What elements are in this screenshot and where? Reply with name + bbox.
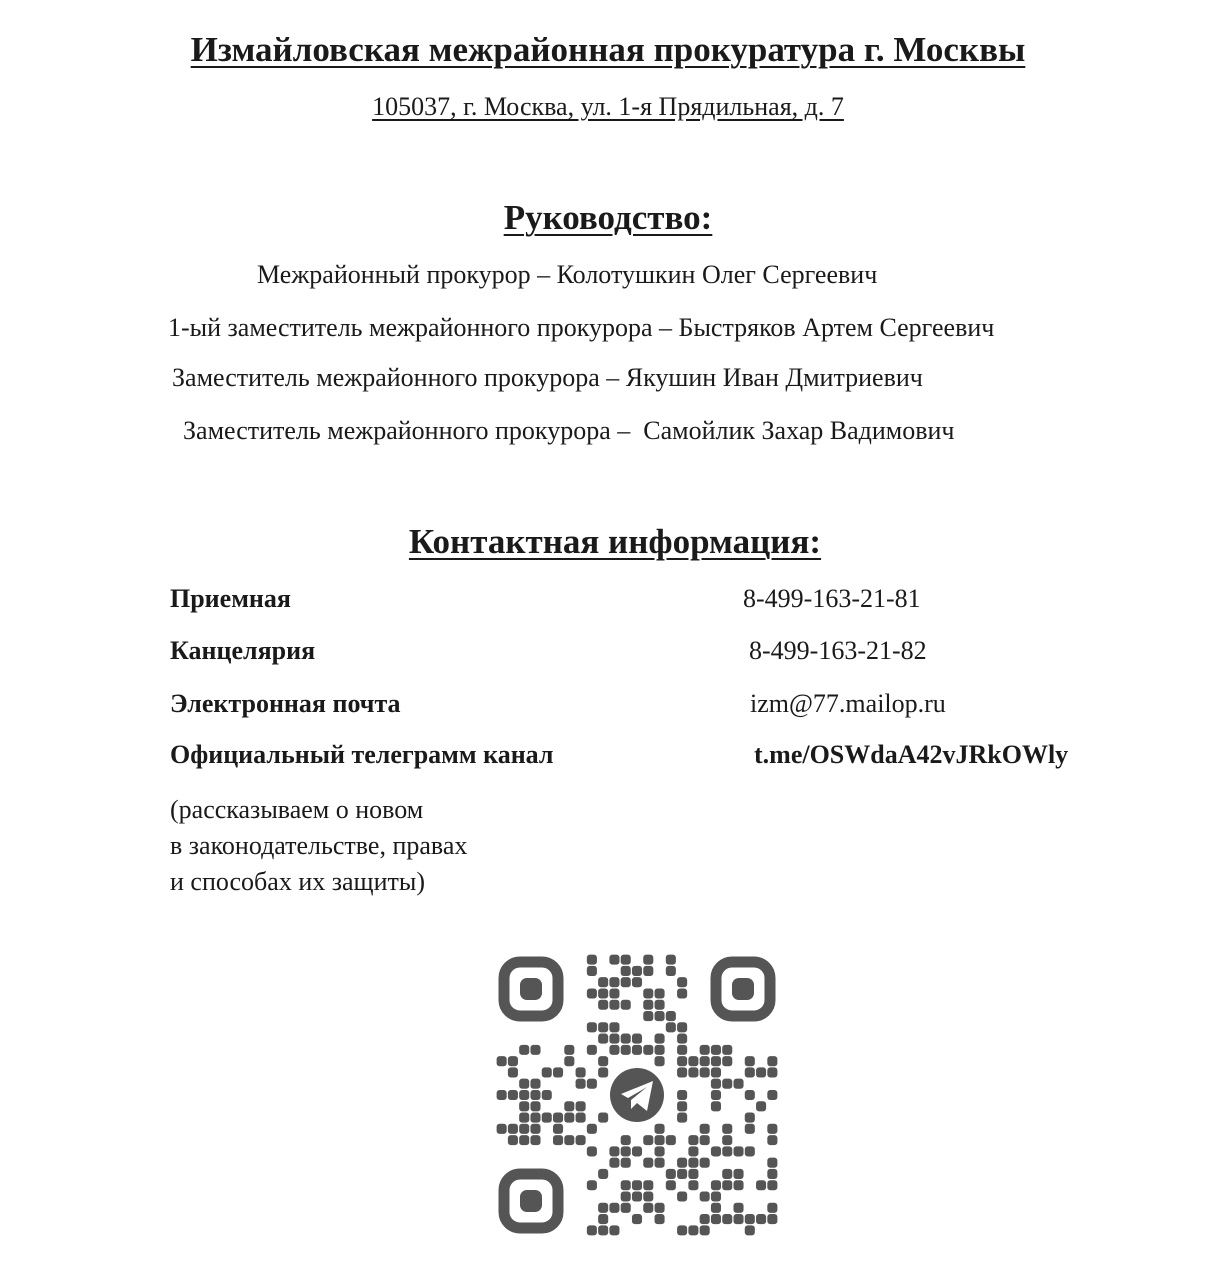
qr-module [655, 1124, 665, 1134]
qr-module [564, 1056, 574, 1066]
qr-module [621, 955, 631, 965]
qr-module [688, 1067, 698, 1077]
qr-module [733, 1079, 743, 1089]
qr-module [598, 1169, 608, 1179]
qr-module [621, 1203, 631, 1213]
qr-module [576, 1079, 586, 1089]
qr-module [767, 1056, 777, 1066]
qr-module [621, 1135, 631, 1145]
qr-module [621, 1158, 631, 1168]
qr-module [700, 1191, 710, 1201]
qr-module [733, 1214, 743, 1224]
qr-module [542, 1090, 552, 1100]
qr-module [576, 1067, 586, 1077]
qr-module [643, 1045, 653, 1055]
qr-module [643, 1000, 653, 1010]
leader-name: Якушин Иван Дмитриевич [625, 363, 923, 392]
qr-module [632, 1214, 642, 1224]
qr-module [598, 977, 608, 987]
contact-label: Электронная почта [170, 689, 401, 718]
qr-module [666, 955, 676, 965]
leader-row: Заместитель межрайонного прокурора – Самойлик Захар Вадимович [183, 416, 955, 445]
qr-module [688, 1056, 698, 1066]
qr-module [677, 1045, 687, 1055]
qr-module [677, 1101, 687, 1111]
qr-module [542, 1113, 552, 1123]
qr-module [688, 1169, 698, 1179]
qr-module [711, 1191, 721, 1201]
qr-module [700, 1124, 710, 1134]
leader-position: 1-ый заместитель межрайонного прокурора [168, 313, 653, 342]
qr-module [598, 1034, 608, 1044]
qr-module [700, 1067, 710, 1077]
qr-module [711, 1079, 721, 1089]
qr-module [587, 1225, 597, 1235]
qr-module [643, 1203, 653, 1213]
qr-module [587, 966, 597, 976]
qr-module [688, 1180, 698, 1190]
qr-module [677, 1067, 687, 1077]
qr-module [733, 1180, 743, 1190]
qr-module [767, 1214, 777, 1224]
qr-module [700, 1214, 710, 1224]
contact-label: Приемная [170, 584, 291, 613]
telegram-note [170, 792, 570, 900]
qr-module [722, 1180, 732, 1190]
qr-module [677, 1169, 687, 1179]
qr-module [621, 977, 631, 987]
leader-name: Колотушкин Олег Сергеевич [556, 260, 878, 289]
note-line: и способах их защиты) [170, 867, 425, 896]
qr-module [655, 1146, 665, 1156]
qr-module [722, 1124, 732, 1134]
qr-module [677, 1056, 687, 1066]
qr-module [621, 1034, 631, 1044]
qr-module [621, 1000, 631, 1010]
qr-module [643, 1158, 653, 1168]
contact-label: Официальный телеграмм канал [170, 740, 554, 769]
qr-module [598, 1203, 608, 1213]
qr-module [553, 1067, 563, 1077]
qr-module [745, 1146, 755, 1156]
qr-module [598, 1022, 608, 1032]
qr-module [609, 1146, 619, 1156]
qr-module [767, 1203, 777, 1213]
qr-module [553, 1135, 563, 1145]
qr-module [722, 1146, 732, 1156]
qr-module [722, 1214, 732, 1224]
qr-module [497, 1090, 507, 1100]
qr-module [767, 1169, 777, 1179]
qr-module [542, 1067, 552, 1077]
qr-module [553, 1124, 563, 1134]
qr-module [655, 1011, 665, 1021]
qr-module [519, 1090, 529, 1100]
qr-module [632, 1146, 642, 1156]
qr-module [621, 1045, 631, 1055]
qr-module [643, 1180, 653, 1190]
qr-module [598, 1214, 608, 1224]
qr-module [609, 1203, 619, 1213]
qr-module [508, 1135, 518, 1145]
qr-module [756, 1180, 766, 1190]
qr-module [497, 1124, 507, 1134]
qr-module [666, 1011, 676, 1021]
telegram-link[interactable]: t.me/OSWdaA42vJRkOWly [754, 740, 1069, 769]
qr-module [677, 1158, 687, 1168]
page-title: Измайловская межрайонная прокуратура г. Москвы [190, 30, 1026, 69]
contacts-heading: Контактная информация: [408, 522, 822, 561]
qr-module [508, 1056, 518, 1066]
qr-module [756, 1214, 766, 1224]
contact-value: 8-499-163-21-82 [749, 636, 927, 665]
qr-module [553, 1113, 563, 1123]
qr-module [530, 1045, 540, 1055]
leader-position: Заместитель межрайонного прокурора [172, 363, 600, 392]
qr-module [587, 1079, 597, 1089]
qr-module [519, 1045, 529, 1055]
qr-module [711, 1101, 721, 1111]
qr-module [733, 1146, 743, 1156]
qr-module [609, 1034, 619, 1044]
qr-module [677, 977, 687, 987]
qr-module [722, 1169, 732, 1179]
qr-module [643, 966, 653, 976]
qr-module [711, 1067, 721, 1077]
qr-module [767, 1158, 777, 1168]
qr-module [711, 1214, 721, 1224]
qr-module [655, 988, 665, 998]
qr-module [564, 1045, 574, 1055]
qr-module [722, 1056, 732, 1066]
qr-module [700, 1225, 710, 1235]
qr-module [666, 1169, 676, 1179]
qr-module [745, 1090, 755, 1100]
qr-module [632, 1045, 642, 1055]
qr-module [711, 1203, 721, 1213]
qr-module [700, 1158, 710, 1168]
qr-module [564, 1135, 574, 1145]
qr-module [745, 1067, 755, 1077]
qr-module [609, 977, 619, 987]
qr-module [609, 1158, 619, 1168]
qr-module [655, 1158, 665, 1168]
qr-module [587, 955, 597, 965]
leader-name: Самойлик Захар Вадимович [643, 416, 955, 445]
qr-module [621, 1180, 631, 1190]
qr-module [745, 1113, 755, 1123]
qr-module [508, 1124, 518, 1134]
contact-value: 8-499-163-21-81 [743, 584, 921, 613]
qr-module [609, 988, 619, 998]
leader-row: Заместитель межрайонного прокурора – Якушин Иван Дмитриевич [172, 363, 923, 392]
qr-module [677, 1022, 687, 1032]
qr-module [733, 1169, 743, 1179]
qr-module [609, 1045, 619, 1055]
qr-module [530, 1090, 540, 1100]
qr-module [598, 1000, 608, 1010]
qr-module [655, 1135, 665, 1145]
qr-module [609, 1225, 619, 1235]
note-line: в законодательстве, правах [170, 831, 468, 860]
qr-module [643, 1191, 653, 1201]
qr-module [711, 1146, 721, 1156]
leader-row: 1-ый заместитель межрайонного прокурора – Быстряков Артем Сергеевич [168, 313, 995, 342]
qr-module [587, 1180, 597, 1190]
qr-module [598, 988, 608, 998]
qr-module [722, 1045, 732, 1055]
contact-label: Канцелярия [170, 636, 316, 665]
leader-position: Межрайонный прокурор [257, 260, 531, 289]
qr-module [733, 1203, 743, 1213]
qr-module [632, 1180, 642, 1190]
qr-module [666, 1180, 676, 1190]
leadership-heading: Руководство: [503, 198, 713, 237]
qr-module [508, 1067, 518, 1077]
qr-module [722, 1079, 732, 1089]
qr-module [767, 1067, 777, 1077]
qr-module [609, 1022, 619, 1032]
telegram-icon [603, 1061, 671, 1129]
qr-module [632, 1034, 642, 1044]
qr-module [564, 1113, 574, 1123]
qr-module [643, 1135, 653, 1145]
qr-module [745, 1225, 755, 1235]
qr-module [609, 955, 619, 965]
qr-module [598, 1067, 608, 1077]
qr-module [655, 1214, 665, 1224]
qr-module [530, 1079, 540, 1089]
qr-module [576, 1113, 586, 1123]
qr-module [655, 1203, 665, 1213]
qr-module [530, 1135, 540, 1145]
qr-module [767, 1090, 777, 1100]
qr-module [530, 1124, 540, 1134]
qr-module [530, 1113, 540, 1123]
leader-name: Быстряков Артем Сергеевич [678, 313, 995, 342]
qr-module [767, 1180, 777, 1190]
qr-module [745, 1214, 755, 1224]
qr-module [655, 1000, 665, 1010]
qr-module [655, 1034, 665, 1044]
qr-module [632, 1191, 642, 1201]
qr-module [700, 1056, 710, 1066]
qr-module [711, 1090, 721, 1100]
qr-module [576, 1135, 586, 1145]
leader-position: Заместитель межрайонного прокурора [183, 416, 611, 445]
qr-module [767, 1124, 777, 1134]
qr-module [519, 1079, 529, 1089]
qr-module [700, 1045, 710, 1055]
leader-row: Межрайонный прокурор – Колотушкин Олег Сергеевич [257, 260, 878, 289]
qr-module [666, 1022, 676, 1032]
qr-module [598, 1113, 608, 1123]
qr-module [688, 1158, 698, 1168]
qr-module [609, 1000, 619, 1010]
qr-module [519, 1113, 529, 1123]
qr-module [756, 1101, 766, 1111]
qr-module [756, 1067, 766, 1077]
qr-module [666, 966, 676, 976]
qr-module [688, 1225, 698, 1235]
qr-module [621, 1146, 631, 1156]
telegram-qr-code [496, 954, 778, 1236]
qr-module [598, 1225, 608, 1235]
qr-module [677, 988, 687, 998]
qr-module [722, 1135, 732, 1145]
qr-module [576, 1101, 586, 1111]
qr-module [711, 1045, 721, 1055]
qr-module [587, 1124, 597, 1134]
qr-module [700, 1135, 710, 1145]
qr-module [530, 1101, 540, 1111]
email-link[interactable]: izm@77.mailop.ru [750, 689, 946, 718]
qr-module [643, 1011, 653, 1021]
qr-module [587, 1045, 597, 1055]
qr-module [745, 1124, 755, 1134]
address: 105037, г. Москва, ул. 1-я Прядильная, д. 7 [372, 92, 844, 121]
qr-module [655, 1045, 665, 1055]
qr-module [587, 1146, 597, 1156]
qr-module [688, 1135, 698, 1145]
qr-module [677, 1034, 687, 1044]
qr-module [621, 1191, 631, 1201]
qr-module [564, 1101, 574, 1111]
qr-module [745, 1056, 755, 1066]
qr-module [643, 955, 653, 965]
qr-module [497, 1056, 507, 1066]
qr-module [711, 1056, 721, 1066]
qr-module [677, 1225, 687, 1235]
qr-module [519, 1101, 529, 1111]
qr-module [655, 1056, 665, 1066]
qr-module [598, 1056, 608, 1066]
note-line: (рассказываем о новом [170, 795, 424, 824]
qr-module [643, 988, 653, 998]
qr-module [688, 1146, 698, 1156]
qr-module [519, 1124, 529, 1134]
qr-module [632, 977, 642, 987]
qr-module [767, 1135, 777, 1145]
qr-module [711, 1180, 721, 1190]
qr-module [677, 1113, 687, 1123]
qr-module [666, 1135, 676, 1145]
qr-module [587, 988, 597, 998]
qr-module [632, 966, 642, 976]
qr-module [519, 1135, 529, 1145]
qr-module [508, 1090, 518, 1100]
qr-module [677, 1191, 687, 1201]
qr-module [587, 1022, 597, 1032]
qr-module [677, 1090, 687, 1100]
qr-module [621, 966, 631, 976]
